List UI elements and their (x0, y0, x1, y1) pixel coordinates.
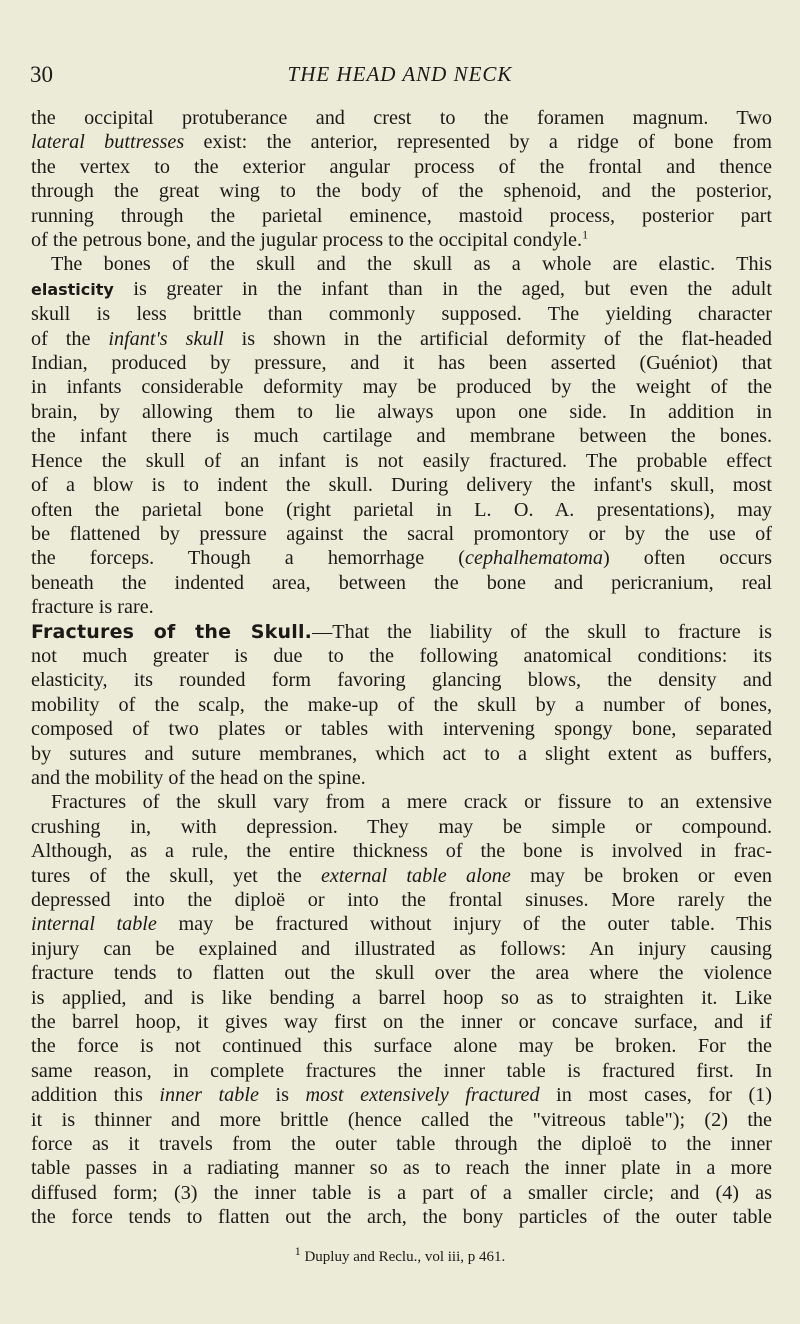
text-line: fracture tends to flatten out the skull over the area where the violence (31, 962, 772, 985)
text-line: running through the parietal eminence, mastoid process, posterior part (31, 204, 772, 227)
paragraph-fractures (31, 620, 772, 791)
text-line: and the mobility of the head on the spine. (31, 766, 366, 789)
page-number: 30 (30, 62, 53, 87)
text-line: elasticity, its rounded form favoring glancing blows, the density and (31, 669, 772, 692)
text-line: crushing in, with depression. They may be simple or compound. (31, 815, 772, 838)
text-line: the forceps. Though a hemorrhage (cephalhematoma) often occurs (31, 547, 772, 570)
text-line: table passes in a radiating manner so as to reach the inner plate in a more (31, 1157, 772, 1180)
footnote (0, 1244, 800, 1266)
text-line: the force is not continued this surface alone may be broken. For the (31, 1035, 772, 1058)
text-line: The bones of the skull and the skull as a whole are elastic. This (51, 253, 772, 276)
text-line: the infant there is much cartilage and membrane between the bones. (31, 425, 772, 448)
text-line: of a blow is to indent the skull. During delivery the infant's skull, most (31, 474, 772, 497)
text-line: internal table may be fractured without injury of the outer table. This (31, 913, 772, 936)
text-line: Fractures of the skull vary from a mere crack or fissure to an extensive (51, 791, 772, 814)
text-line: the force tends to flatten out the arch, the bony particles of the outer table (31, 1206, 772, 1229)
text-line: addition this inner table is most extensively fractured in most cases, for (1) (31, 1084, 772, 1107)
emphasis: internal table (31, 913, 157, 936)
section-heading: Fractures of the Skull. (31, 620, 313, 643)
emphasis: lateral buttresses (31, 131, 185, 154)
text-line: lateral buttresses exist: the anterior, represented by a ridge of bone from (31, 131, 772, 154)
text-line: by sutures and suture membranes, which act to a slight extent as buffers, (31, 742, 772, 765)
text-line: the occipital protuberance and crest to the foramen magnum. Two (31, 107, 772, 129)
emphasis: infant's skull (108, 327, 224, 350)
text-line: depressed into the diploë or into the frontal sinuses. More rarely the (31, 889, 772, 911)
text-line: Although, as a rule, the entire thickness of the bone is involved in frac- (31, 840, 772, 863)
page-header (30, 62, 770, 92)
footnote-number: 1 (294, 1244, 301, 1258)
text-line: of the infant's skull is shown in the artificial deformity of the flat-headed (31, 327, 772, 350)
text-line: composed of two plates or tables with intervening spongy bone, separated (31, 718, 772, 741)
emphasis: cephalhematoma (465, 547, 603, 570)
text-line: fracture is rare. (31, 596, 154, 619)
emphasis: most extensively fractured (305, 1084, 540, 1107)
body-text (31, 106, 772, 1230)
text-line: Hence the skull of an infant is not easily fractured. The probable effect (31, 449, 772, 472)
text-line: through the great wing to the body of the sphenoid, and the posterior, (31, 180, 772, 203)
text-line: same reason, in complete fractures the inner table is fractured first. In (31, 1059, 772, 1082)
text-line: be flattened by pressure against the sacral promontory or by the use of (31, 522, 772, 545)
text-line: in infants considerable deformity may be produced by the weight of the (31, 376, 772, 399)
text-line: elasticity is greater in the infant than in the aged, but even the adult (31, 277, 772, 300)
text-line: skull is less brittle than commonly supposed. The yielding character (31, 303, 772, 326)
running-head: THE HEAD AND NECK (287, 62, 513, 86)
text-line: not much greater is due to the following anatomical conditions: its (31, 644, 772, 667)
text-line: brain, by allowing them to lie always upon one side. In addition in (31, 400, 772, 423)
emphasis: external table alone (320, 864, 511, 887)
text-line: mobility of the scalp, the make-up of the skull by a number of bones, (31, 693, 772, 716)
text-line: often the parietal bone (right parietal in L. O. A. presentations), may (31, 498, 772, 521)
paragraph-elasticity (31, 252, 772, 619)
text-line: the barrel hoop, it gives way first on the inner or concave surface, and if (31, 1011, 772, 1034)
text-line: tures of the skull, yet the external table alone may be broken or even (31, 864, 773, 887)
emphasis: inner table (159, 1084, 259, 1107)
text-line: injury can be explained and illustrated as follows: An injury causing (31, 937, 772, 960)
marginal-tag: elasticity (31, 279, 114, 299)
text-line: it is thinner and more brittle (hence called the "vitreous table"); (2) the (31, 1108, 772, 1131)
text-line: is applied, and is like bending a barrel hoop so as to straighten it. Like (31, 986, 772, 1009)
footnote-text: Dupluy and Reclu., vol iii, p 461. (300, 1249, 506, 1265)
text-line: the vertex to the exterior angular process of the frontal and thence (31, 155, 772, 178)
paragraph-buttresses (31, 106, 772, 252)
text-line: diffused form; (3) the inner table is a part of a smaller circle; and (4) as (31, 1181, 772, 1204)
text-line: of the petrous bone, and the jugular process to the occipital condyle.$^1$ (31, 227, 589, 252)
footnote-marker: 1 (582, 227, 589, 242)
paragraph-fracture-types (31, 790, 772, 1229)
text-line: beneath the indented area, between the bone and pericranium, real (31, 571, 772, 594)
text-line: Fractures of the Skull.—That the liability of the skull to fracture is (31, 620, 772, 643)
text-line: force as it travels from the outer table through the diploë to the inner (31, 1133, 772, 1156)
text-line: Indian, produced by pressure, and it has been asserted (Guéniot) that (31, 352, 772, 375)
